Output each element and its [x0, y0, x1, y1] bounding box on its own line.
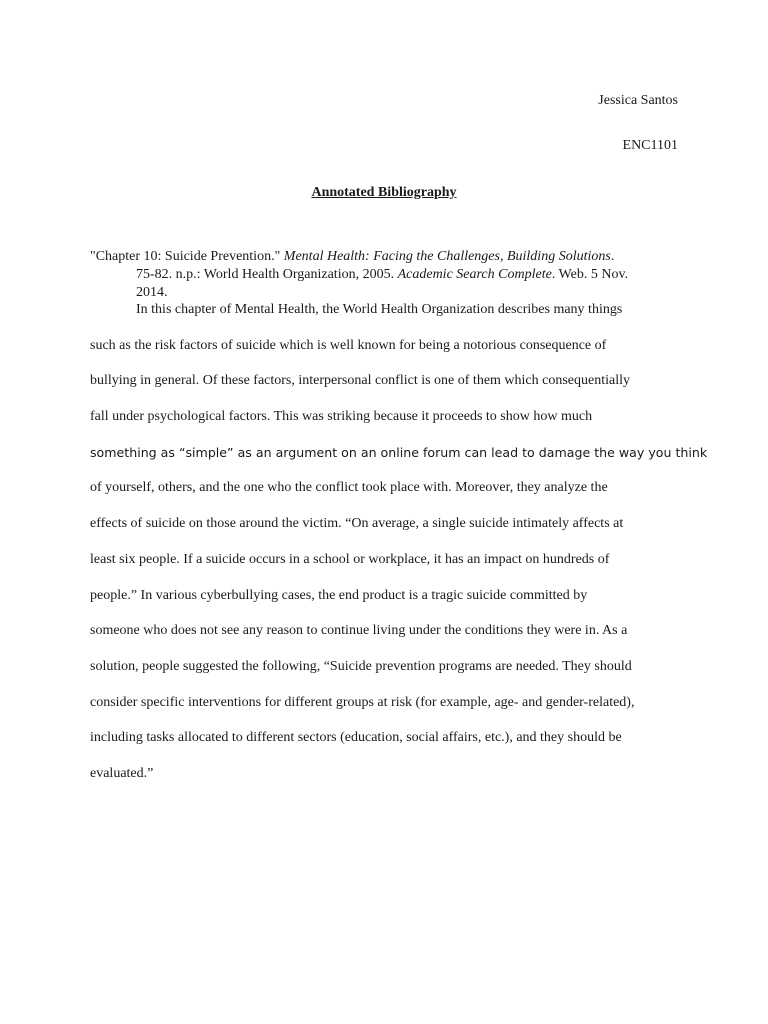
- annotation-paragraph: [90, 301, 708, 801]
- citation-line-3: 2014.: [136, 285, 168, 300]
- annotation-line: evaluated.”: [90, 765, 154, 781]
- annotation-line: solution, people suggested the following, “Suicide prevention programs are needed. They should: [90, 658, 632, 674]
- course-code: ENC1101: [622, 138, 678, 153]
- annotation-line: such as the risk factors of suicide which is well known for being a notorious consequence of: [90, 337, 607, 353]
- annotation-line: effects of suicide on those around the victim. “On average, a single suicide intimately affects at: [90, 516, 624, 532]
- citation-period: .: [610, 249, 615, 264]
- page-title: Annotated Bibliography: [311, 185, 457, 200]
- annotation-line: someone who does not see any reason to continue living under the conditions they were in. As a: [90, 623, 628, 639]
- citation-database: Academic Search Complete: [397, 267, 552, 282]
- annotation-line: including tasks allocated to different sectors (education, social affairs, etc.), and they should be: [90, 730, 622, 746]
- annotation-line: consider specific interventions for different groups at risk (for example, age- and gender-related),: [90, 694, 635, 710]
- author-name: Jessica Santos: [598, 93, 678, 108]
- citation-entry: [90, 248, 680, 302]
- annotation-line: least six people. If a suicide occurs in a school or workplace, it has an impact on hundreds of: [90, 551, 610, 567]
- citation-book-title: Mental Health: Facing the Challenges, Building Solutions: [283, 249, 611, 264]
- annotation-line: bullying in general. Of these factors, interpersonal conflict is one of them which consequentially: [90, 373, 631, 389]
- annotation-line: something as “simple” as an argument on an online forum can lead to damage the way you think: [90, 444, 708, 460]
- citation-source-title: "Chapter 10: Suicide Prevention.": [90, 249, 281, 264]
- annotation-line: In this chapter of Mental Health, the World Health Organization describes many things: [136, 302, 623, 317]
- annotation-line: of yourself, others, and the one who the conflict took place with. Moreover, they analyze the: [90, 480, 608, 496]
- annotation-line: fall under psychological factors. This was striking because it proceeds to show how much: [90, 409, 593, 425]
- citation-pub-info: 75-82. n.p.: World Health Organization, 2005.: [136, 267, 395, 282]
- annotation-line: people.” In various cyberbullying cases, the end product is a tragic suicide committed by: [90, 587, 588, 603]
- citation-access: . Web. 5 Nov.: [551, 267, 629, 282]
- citation-line-2: [90, 266, 680, 284]
- citation-line-1: [90, 248, 680, 266]
